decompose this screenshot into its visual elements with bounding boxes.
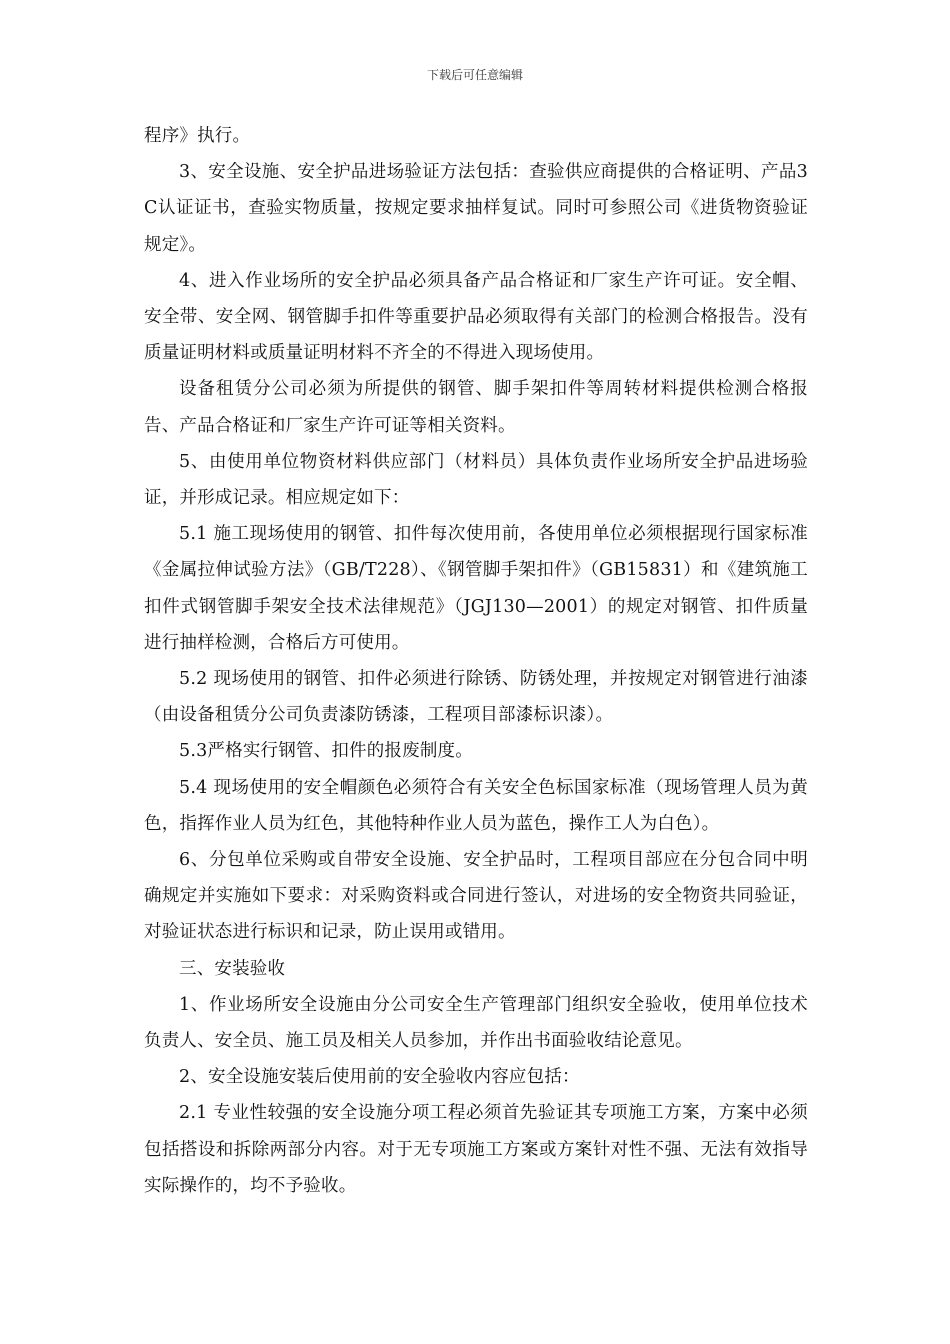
paragraph: 2.1 专业性较强的安全设施分项工程必须首先验证其专项施工方案，方案中必须包括搭设和拆除两部分内容。对于无专项施工方案或方案针对性不强、无法有效指导实际操作的，均不予验收。 bbox=[144, 1103, 808, 1196]
paragraph: 程序》执行。 bbox=[144, 126, 251, 146]
section-heading: 三、安装验收 bbox=[179, 958, 286, 979]
paragraph: 1、作业场所安全设施由分公司安全生产管理部门组织安全验收，使用单位技术负责人、安全员、施工员及相关人员参加，并作出书面验收结论意见。 bbox=[144, 994, 808, 1052]
page-header-note: 下载后可任意编辑 bbox=[426, 68, 523, 82]
paragraph: 6、分包单位采购或自带安全设施、安全护品时，工程项目部应在分包合同中明确规定并实施如下要求：对采购资料或合同进行签认，对进场的安全物资共同验证，对验证状态进行标识和记录，防止误用或错用。 bbox=[144, 850, 808, 943]
paragraph: 5.1 施工现场使用的钢管、扣件每次使用前，各使用单位必须根据现行国家标准《金属拉伸试验方法》（GB/T228）、《钢管脚手架扣件》（GB15831）和《建筑施工扣件式钢管脚手架安全技术法律规范》（JGJ130—2001）的规定对钢管、扣件质量进行抽样检测，合格后方可使用。 bbox=[144, 524, 808, 653]
paragraph: 5、由使用单位物资材料供应部门（材料员）具体负责作业场所安全护品进场验证，并形成记录。相应规定如下： bbox=[144, 451, 808, 509]
paragraph: 4、进入作业场所的安全护品必须具备产品合格证和厂家生产许可证。安全帽、安全带、安全网、钢管脚手扣件等重要护品必须取得有关部门的检测合格报告。没有质量证明材料或质量证明材料不齐全的不得进入现场使用。 bbox=[144, 270, 808, 364]
paragraph: 2、安全设施安装后使用前的安全验收内容应包括： bbox=[179, 1067, 580, 1088]
paragraph: 5.4 现场使用的安全帽颜色必须符合有关安全色标国家标准（现场管理人员为黄色，指挥作业人员为红色，其他特种作业人员为蓝色，操作工人为白色）。 bbox=[144, 777, 808, 834]
paragraph: 设备租赁分公司必须为所提供的钢管、脚手架扣件等周转材料提供检测合格报告、产品合格证和厂家生产许可证等相关资料。 bbox=[144, 379, 808, 436]
paragraph: 3、安全设施、安全护品进场验证方法包括：查验供应商提供的合格证明、产品3C认证证书，查验实物质量，按规定要求抽样复试。同时可参照公司《进货物资验证规定》。 bbox=[144, 162, 808, 255]
paragraph: 5.2 现场使用的钢管、扣件必须进行除锈、防锈处理，并按规定对钢管进行油漆（由设备租赁分公司负责漆防锈漆，工程项目部漆标识漆）。 bbox=[144, 669, 808, 726]
document-body bbox=[144, 118, 808, 1204]
paragraph: 5.3严格实行钢管、扣件的报废制度。 bbox=[179, 741, 473, 762]
